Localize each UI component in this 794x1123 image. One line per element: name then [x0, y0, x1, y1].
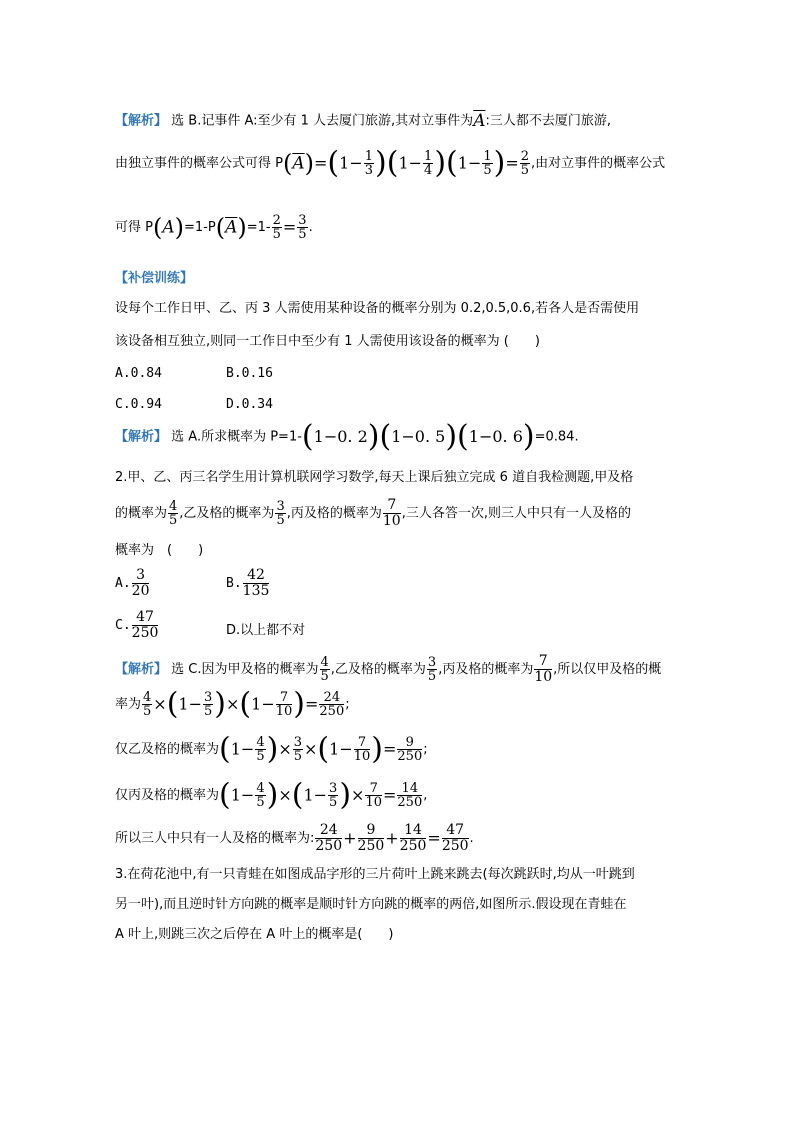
option-b: B.0.16 — [226, 366, 273, 381]
solution-text: ,乙及格的概率为 — [330, 662, 426, 677]
q2-line-3 — [115, 542, 203, 560]
supplement-option-d — [226, 396, 273, 414]
question-text: ,三人各答一次,则三人中只有一人及格的 — [401, 506, 631, 521]
analysis-text: =1-P — [184, 220, 216, 235]
q3-line-2 — [115, 896, 626, 914]
q2-option-a: A. $\frac{3}{20}$ — [115, 567, 150, 599]
sol2-line-4: 仅丙及格的概率为(1− $\frac{4}{5}$ )×(1− $\frac{3}{5}$ )× $\frac{7}{10}$ = $\frac{14}{250}$ , — [115, 777, 428, 813]
analysis-text: ,由对立事件的概率公式 — [531, 156, 666, 171]
question-text: 设每个工作日甲、乙、丙 3 人需使用某种设备的概率分别为 0.2,0.5,0.6,若各人是否需使用 — [115, 301, 640, 316]
analysis-tag: 【解析】 — [115, 113, 168, 129]
supplement-tag: 【补偿训练】 — [115, 271, 194, 286]
solution-text: 选 C.因为甲及格的概率为 — [171, 662, 319, 677]
supplement-question-line-2 — [115, 333, 540, 351]
q2-option-b: B. $\frac{42}{135}$ — [226, 567, 270, 599]
event-complement-symbol: $\overline{A}$ — [473, 111, 486, 131]
solution-text: 率为 — [115, 697, 142, 712]
analysis-line-1 — [115, 112, 611, 131]
answer-text: 选 A.所求概率为 P=1- — [171, 429, 302, 445]
analysis-tag: 【解析】 — [115, 429, 168, 445]
q2-line-1 — [115, 469, 633, 487]
solution-text: ,丙及格的概率为 — [438, 662, 534, 677]
option-a: A.0.84 — [115, 366, 162, 381]
solution-text: 仅乙及格的概率为 — [115, 742, 220, 757]
question-text: 概率为 ( ) — [115, 543, 204, 558]
solution-text: ,所以仅甲及格的概 — [553, 662, 662, 677]
question-text: A 叶上,则跳三次之后停在 A 叶上的概率是( ) — [115, 927, 394, 942]
analysis-line-2: 由独立事件的概率公式可得 $P(\overline{A})=(1-$ $\frac{1}{3}$ )(1− $\frac{1}{4}$ )(1− $\frac{1}{5}$ )= $\frac{2}{5}$ ,由对立事件的概率公式 — [115, 145, 666, 181]
q2-line-2: 的概率为 $\frac{4}{5}$ ,乙及格的概率为 $\frac{3}{5}$ ,丙及格的概率为 $\frac{7}{10}$ ,三人各答一次,则三人中只有一人及格的 — [115, 497, 631, 529]
supplement-question-line-1 — [115, 300, 639, 318]
period: . — [308, 220, 313, 235]
question-text: 的概率为 — [115, 506, 168, 521]
supplement-option-a — [115, 365, 162, 383]
sol2-line-3: 仅乙及格的概率为(1− $\frac{4}{5}$ )× $\frac{3}{5}$ ×(1− $\frac{7}{10}$ )= $\frac{9}{250}$ ; — [115, 731, 428, 767]
q3-line-1 — [115, 866, 635, 884]
supplement-heading — [115, 270, 193, 288]
option-a: A. — [115, 576, 131, 591]
analysis-text: =1- — [246, 220, 271, 235]
event-complement-symbol: $\overline{A}$ — [292, 153, 305, 174]
option-c: C. — [115, 618, 131, 633]
option-d: D.以上都不对 — [226, 623, 306, 638]
sol2-line-5: 所以三人中只有一人及格的概率为: $\frac{24}{250}$ + $\frac{9}{250}$ + $\frac{14}{250}$ = $\frac{47}{250}$ . — [115, 822, 474, 854]
sol2-line-1: 【解析】 选 C.因为甲及格的概率为 $\frac{4}{5}$ ,乙及格的概率为 $\frac{3}{5}$ ,丙及格的概率为 $\frac{7}{10}$ ,所以仅甲及格的概 — [115, 653, 662, 685]
analysis-text: 由独立事件的概率公式可得 P — [115, 156, 283, 171]
supplement-answer: 【解析】 选 A.所求概率为 P=1-(1−0. 2)(1−0. 5)(1−0. 6)=0.84. — [115, 419, 579, 454]
sol2-line-2: 率为 $\frac{4}{5}$ ×(1− $\frac{3}{5}$ )×(1− $\frac{7}{10}$ )= $\frac{24}{250}$ ; — [115, 686, 350, 722]
question-text: 该设备相互独立,则同一工作日中至少有 1 人需使用该设备的概率为 ( ) — [115, 334, 540, 349]
q2-option-c: C. $\frac{47}{250}$ — [115, 609, 159, 641]
supplement-option-b — [226, 365, 273, 383]
question-text: ,丙及格的概率为 — [286, 506, 382, 521]
q2-option-d — [226, 622, 305, 640]
option-c: C.0.94 — [115, 397, 162, 412]
option-d: D.0.34 — [226, 397, 273, 412]
supplement-option-c — [115, 396, 162, 414]
analysis-text: 可得 P — [115, 220, 153, 235]
solution-text: 仅丙及格的概率为 — [115, 788, 220, 803]
question-text: 另一叶),而且逆时针方向跳的概率是顺时针方向跳的概率的两倍,如图所示.假设现在青蛙在 — [115, 897, 627, 912]
analysis-text: :三人都不去厦门旅游, — [485, 113, 611, 129]
question-text: 3.在荷花池中,有一只青蛙在如图成品字形的三片荷叶上跳来跳去(每次跳跃时,均从一叶跳到 — [115, 867, 635, 882]
analysis-text: 选 B.记事件 A:至少有 1 人去厦门旅游,其对立事件为 — [171, 113, 474, 129]
analysis-line-3: 可得 $P(A)=1-P(\overline{A})=1-$ $\frac{2}{5}$ = $\frac{3}{5}$ . — [115, 213, 313, 242]
option-b: B. — [226, 576, 242, 591]
question-text: 2.甲、乙、丙三名学生用计算机联网学习数学,每天上课后独立完成 6 道自我检测题,甲及格 — [115, 470, 634, 485]
q3-line-3 — [115, 926, 393, 944]
solution-text: 所以三人中只有一人及格的概率为: — [115, 831, 315, 846]
analysis-tag: 【解析】 — [115, 662, 168, 677]
answer-text: =0.84. — [534, 429, 579, 445]
question-text: ,乙及格的概率为 — [179, 506, 275, 521]
